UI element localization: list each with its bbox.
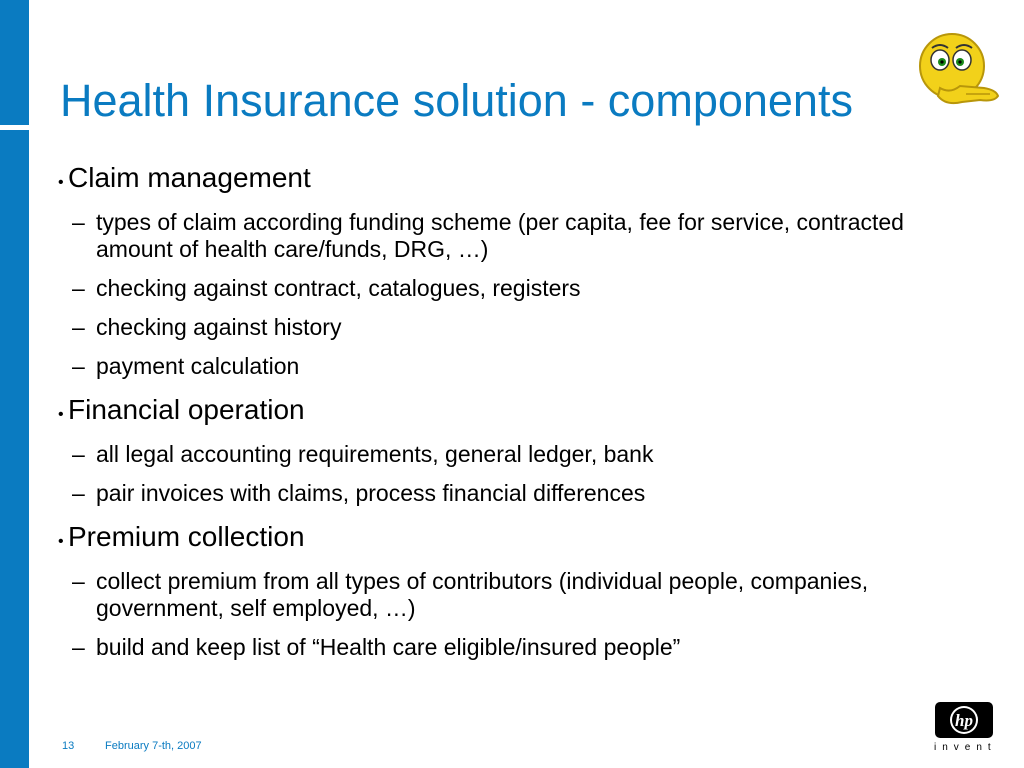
bullet-dash: – [72, 634, 85, 660]
bullet-text: collect premium from all types of contributors (individual people, companies, government, self employed, …) [96, 568, 869, 621]
slide-title: Health Insurance solution - components [60, 75, 853, 126]
bullet-text: build and keep list of “Health care eligible/insured people” [96, 634, 681, 660]
bullet-dot: • [58, 406, 64, 423]
bullet-level2 [72, 568, 978, 622]
thinking-emoticon-icon [910, 22, 1002, 122]
slide-date: February 7-th, 2007 [105, 740, 202, 752]
bullet-level2 [72, 480, 978, 507]
bullet-dash: – [72, 353, 85, 379]
bullet-text: payment calculation [96, 353, 300, 379]
section-financial-operation [58, 392, 978, 507]
bullet-level2 [72, 209, 978, 263]
bullet-dash: – [72, 568, 85, 594]
bullet-dot: • [58, 174, 64, 191]
bullet-dash: – [72, 275, 85, 301]
bullet-dash: – [72, 441, 85, 467]
hp-tagline: invent [934, 742, 997, 753]
bullet-level1 [58, 519, 978, 560]
section-premium-collection [58, 519, 978, 661]
bullet-level2 [72, 314, 978, 341]
bullet-text: types of claim according funding scheme (per capita, fee for service, contracted amount of health care/funds, DRG, …) [96, 209, 904, 262]
section-claim-management [58, 160, 978, 380]
bullet-level2 [72, 353, 978, 380]
bullet-text: checking against history [96, 314, 342, 340]
bullet-level1 [58, 160, 978, 201]
section-heading: Financial operation [68, 394, 305, 425]
section-heading: Claim management [68, 162, 311, 193]
left-accent-bar-top [0, 0, 29, 125]
bullet-level1 [58, 392, 978, 433]
left-accent-bar-bottom [0, 130, 29, 768]
hp-logo-text: hp [955, 711, 973, 730]
bullet-dash: – [72, 314, 85, 340]
bullet-level2 [72, 634, 978, 661]
bullet-dash: – [72, 209, 85, 235]
slide-content [58, 160, 978, 673]
bullet-dash: – [72, 480, 85, 506]
bullet-level2 [72, 441, 978, 468]
bullet-text: checking against contract, catalogues, registers [96, 275, 581, 301]
section-heading: Premium collection [68, 521, 305, 552]
bullet-text: all legal accounting requirements, general ledger, bank [96, 441, 654, 467]
slide-number: 13 [62, 740, 75, 752]
bullet-text: pair invoices with claims, process financial differences [96, 480, 646, 506]
bullet-level2 [72, 275, 978, 302]
bullet-dot: • [58, 533, 64, 550]
